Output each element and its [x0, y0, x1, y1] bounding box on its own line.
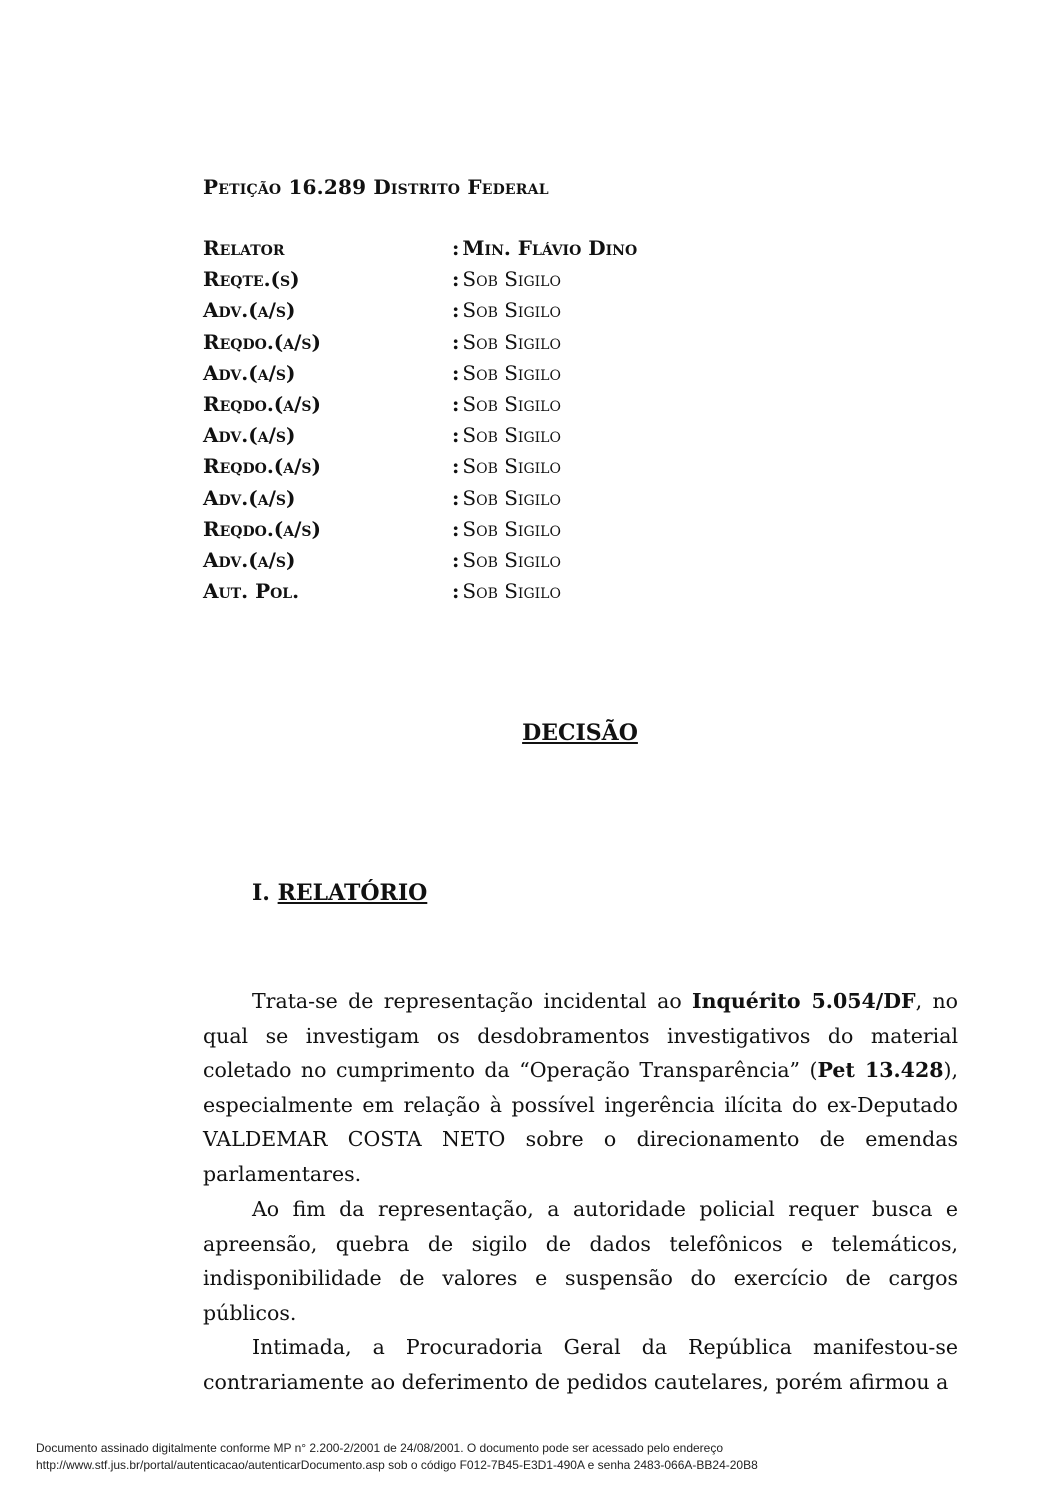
- party-name: : Sob Sigilo: [452, 579, 561, 604]
- digital-signature-footer: [36, 1440, 758, 1474]
- case-reference: Inquérito 5.054/DF: [692, 989, 916, 1013]
- party-name: : Sob Sigilo: [452, 454, 561, 479]
- party-role: Reqte.(s): [203, 267, 300, 292]
- section-heading: [252, 880, 427, 906]
- party-role: Adv.(a/s): [203, 485, 296, 510]
- party-name: : Min. Flávio Dino: [452, 236, 638, 260]
- party-name: : Sob Sigilo: [452, 360, 561, 385]
- party-name: : Sob Sigilo: [452, 485, 561, 510]
- party-name: : Sob Sigilo: [452, 516, 561, 541]
- case-reference: Pet 13.428: [817, 1058, 944, 1083]
- party-role: Adv.(a/s): [203, 298, 296, 323]
- body-paragraph: Trata-se de representação incidental ao Inquérito 5.054/DF, no qual se investigam os desdobramentos investigativos do material coletado no cumprimento da “Operação Transparência” (Pet 13.428), especialmente em relação à possível ingerência ilícita do ex-Deputado VALDEMAR COSTA NETO sobre o direcionamento de emendas parlamentares.: [203, 989, 958, 1186]
- party-role: Relator: [203, 236, 285, 260]
- section-number: I.: [252, 880, 270, 906]
- party-name: : Sob Sigilo: [452, 298, 561, 323]
- party-role: Reqdo.(a/s): [203, 516, 321, 541]
- party-role: Adv.(a/s): [203, 423, 296, 448]
- body-paragraph: Ao fim da representação, a autoridade policial requer busca e apreensão, quebra de sigilo de dados telefônicos e telemáticos, indisponibilidade de valores e suspensão do exercício de cargos públicos.: [203, 1197, 958, 1325]
- party-name: : Sob Sigilo: [452, 391, 561, 416]
- party-role: Adv.(a/s): [203, 547, 296, 572]
- party-role: Reqdo.(a/s): [203, 391, 321, 416]
- party-role: Adv.(a/s): [203, 360, 296, 385]
- body-paragraph: Intimada, a Procuradoria Geral da República manifestou-se contrariamente ao deferimento de pedidos cautelares, porém afirmou a: [203, 1335, 958, 1394]
- footer-line: Documento assinado digitalmente conforme MP n° 2.200-2/2001 de 24/08/2001. O documento pode ser acessado pelo endereço: [36, 1441, 724, 1455]
- case-title: Petição 16.289 Distrito Federal: [203, 175, 549, 199]
- party-name: : Sob Sigilo: [452, 267, 561, 292]
- footer-line: http://www.stf.jus.br/portal/autenticacao/autenticarDocumento.asp sob o código F012-7B45-E3D1-490A e senha 2483-066A-BB24-20B8: [36, 1458, 758, 1472]
- party-role: Reqdo.(a/s): [203, 454, 321, 479]
- party-name: : Sob Sigilo: [452, 547, 561, 572]
- party-role: Reqdo.(a/s): [203, 329, 321, 354]
- party-name: : Sob Sigilo: [452, 329, 561, 354]
- decision-heading: DECISÃO: [522, 720, 638, 746]
- section-title: RELATÓRIO: [277, 880, 428, 906]
- party-name: : Sob Sigilo: [452, 423, 561, 448]
- party-role: Aut. Pol.: [203, 579, 300, 604]
